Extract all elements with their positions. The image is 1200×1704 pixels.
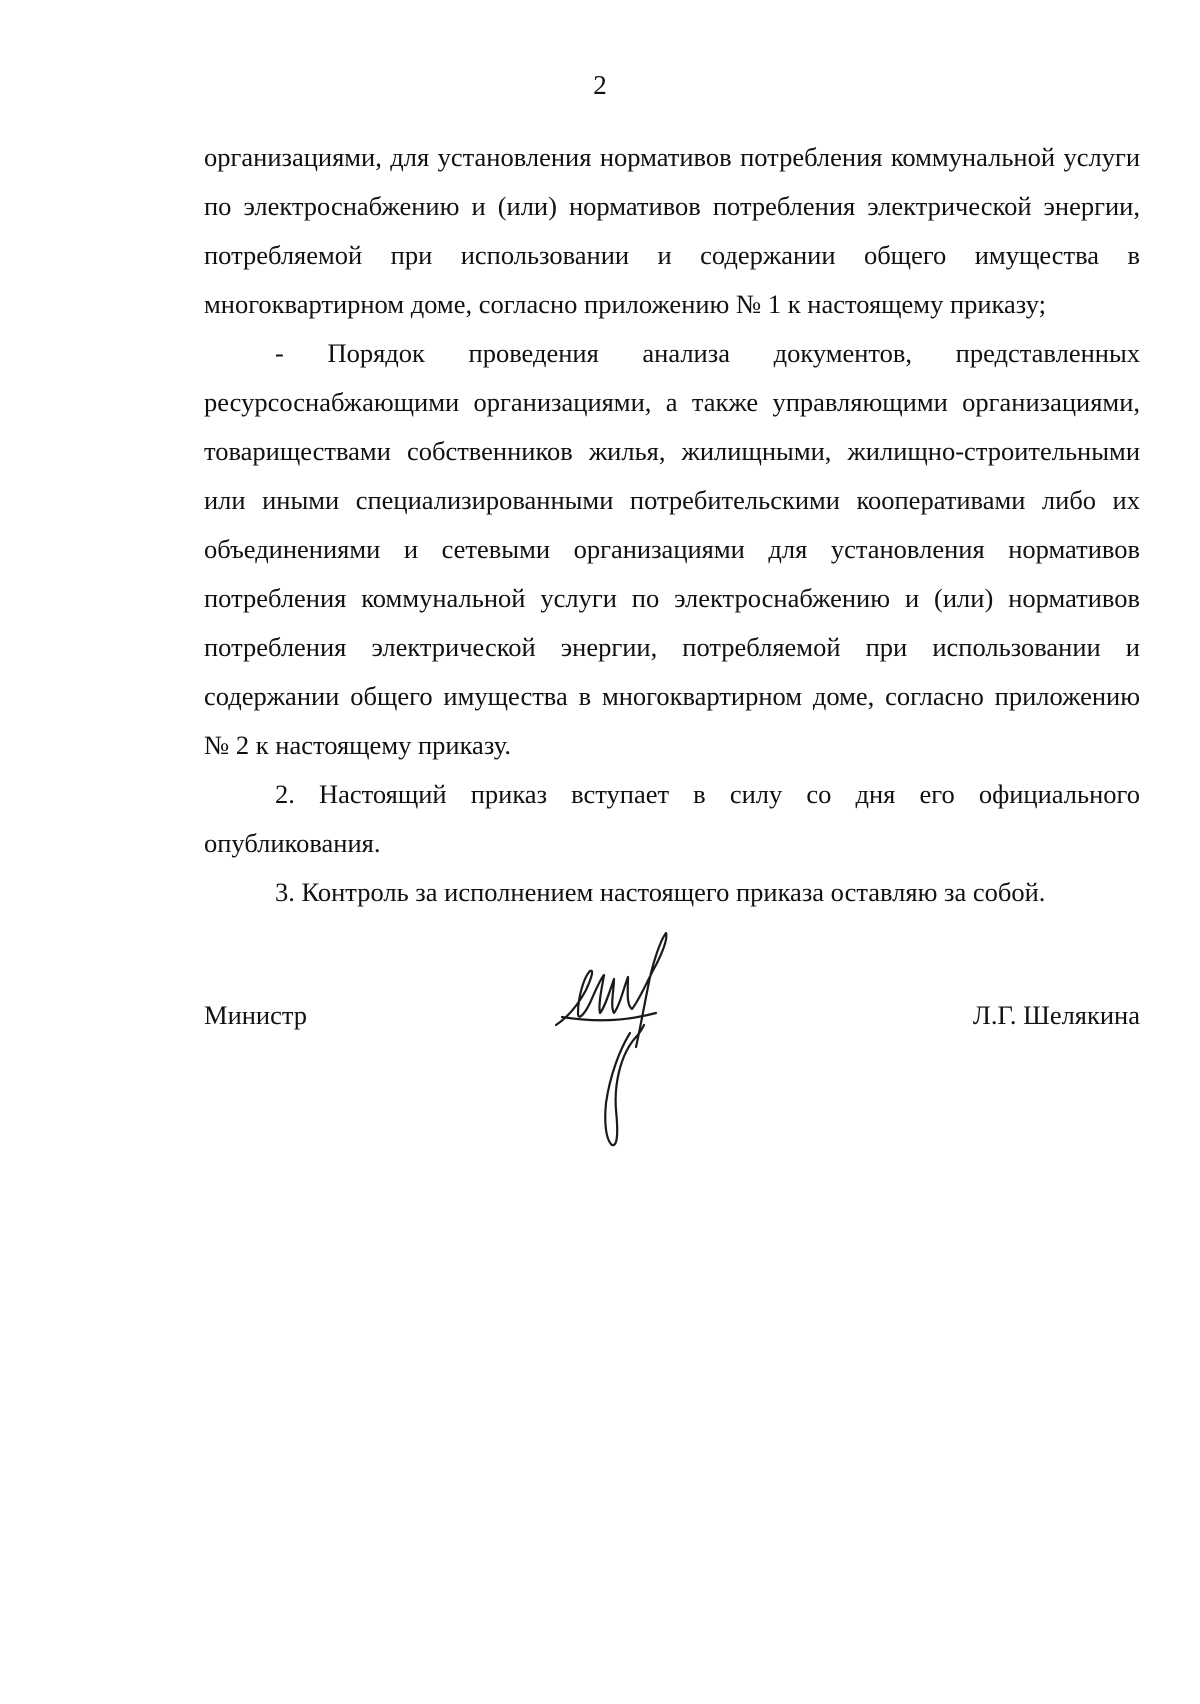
paragraph-control: 3. Контроль за исполнением настоящего приказа оставляю за собой.: [275, 877, 1046, 907]
paragraph-continuation: организациями, для установления нормативов потребления коммунальной услуги по электроснабжению и (или) нормативов потребления электрической энергии, потребляемой при использовании и содержании общего имущества в многоквартирном доме, согласно приложению № 1 к настоящему приказу;: [204, 142, 1140, 319]
signer-name: Л.Г. Шелякина: [972, 1000, 1140, 1030]
document-body: [204, 133, 1140, 917]
signer-position: Министр: [204, 1000, 308, 1030]
handwritten-signature: [548, 925, 698, 1155]
paragraph-procedure-item: - Порядок проведения анализа документов, представленных ресурсоснабжающими организациями, а также управляющими организациями, товариществами собственников жилья, жилищными, жилищно-строительными или иными специализированными потребительскими кооперативами либо их объединениями и сетевыми организациями для установления нормативов потребления коммунальной услуги по электроснабжению и (или) нормативов потребления электрической энергии, потребляемой при использовании и содержании общего имущества в многоквартирном доме, согласно приложению № 2 к настоящему приказу.: [204, 338, 1140, 760]
page-number: 2: [593, 70, 607, 100]
paragraph-effective-date: 2. Настоящий приказ вступает в силу со дня его официального опубликования.: [204, 779, 1140, 858]
